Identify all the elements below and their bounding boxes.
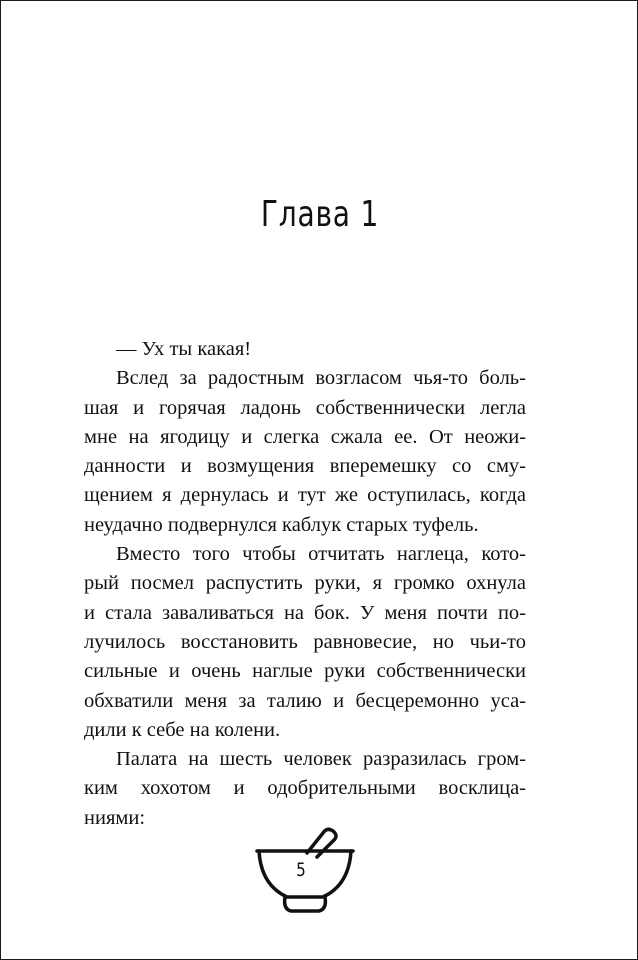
chapter-title: Глава 1 (260, 194, 380, 235)
text-line: Вместо того чтобы отчитать наглеца, кото- (116, 543, 526, 566)
text-line: Палата на шесть человек разразилась гром- (116, 748, 526, 771)
text-line: и стала заваливаться на бок. У меня почти по- (84, 601, 526, 624)
text-line: — Ух ты какая! (116, 338, 252, 360)
text-line: лучилось восстановить равновесие, но чьи-то (84, 630, 526, 653)
text-line: рый посмел распустить руки, я громко охнула (84, 572, 526, 595)
text-line: шая и горячая ладонь собственнически легла (84, 396, 526, 419)
text-line: сильные и очень наглые руки собственнически (84, 660, 526, 683)
text-line: дили к себе на колени. (84, 718, 281, 741)
text-line: щением я дернулась и тут же оступилась, когда (84, 484, 526, 507)
text-line: ниями: (84, 806, 146, 829)
page-folio (255, 823, 355, 915)
text-line: ким хохотом и одобрительными восклица- (84, 777, 526, 800)
text-line: обхватили меня за талию и бесцеремонно уса- (84, 689, 526, 712)
body-text (84, 335, 526, 833)
page-number: 5 (296, 859, 306, 881)
text-line: Вслед за радостным возгласом чья-то боль- (116, 367, 526, 390)
text-line: данности и возмущения вперемешку со сму- (84, 455, 526, 478)
text-line: мне на ягодицу и слегка сжала ее. От неожи- (84, 425, 526, 448)
text-line: неудачно подвернулся каблук старых туфель. (84, 513, 479, 536)
